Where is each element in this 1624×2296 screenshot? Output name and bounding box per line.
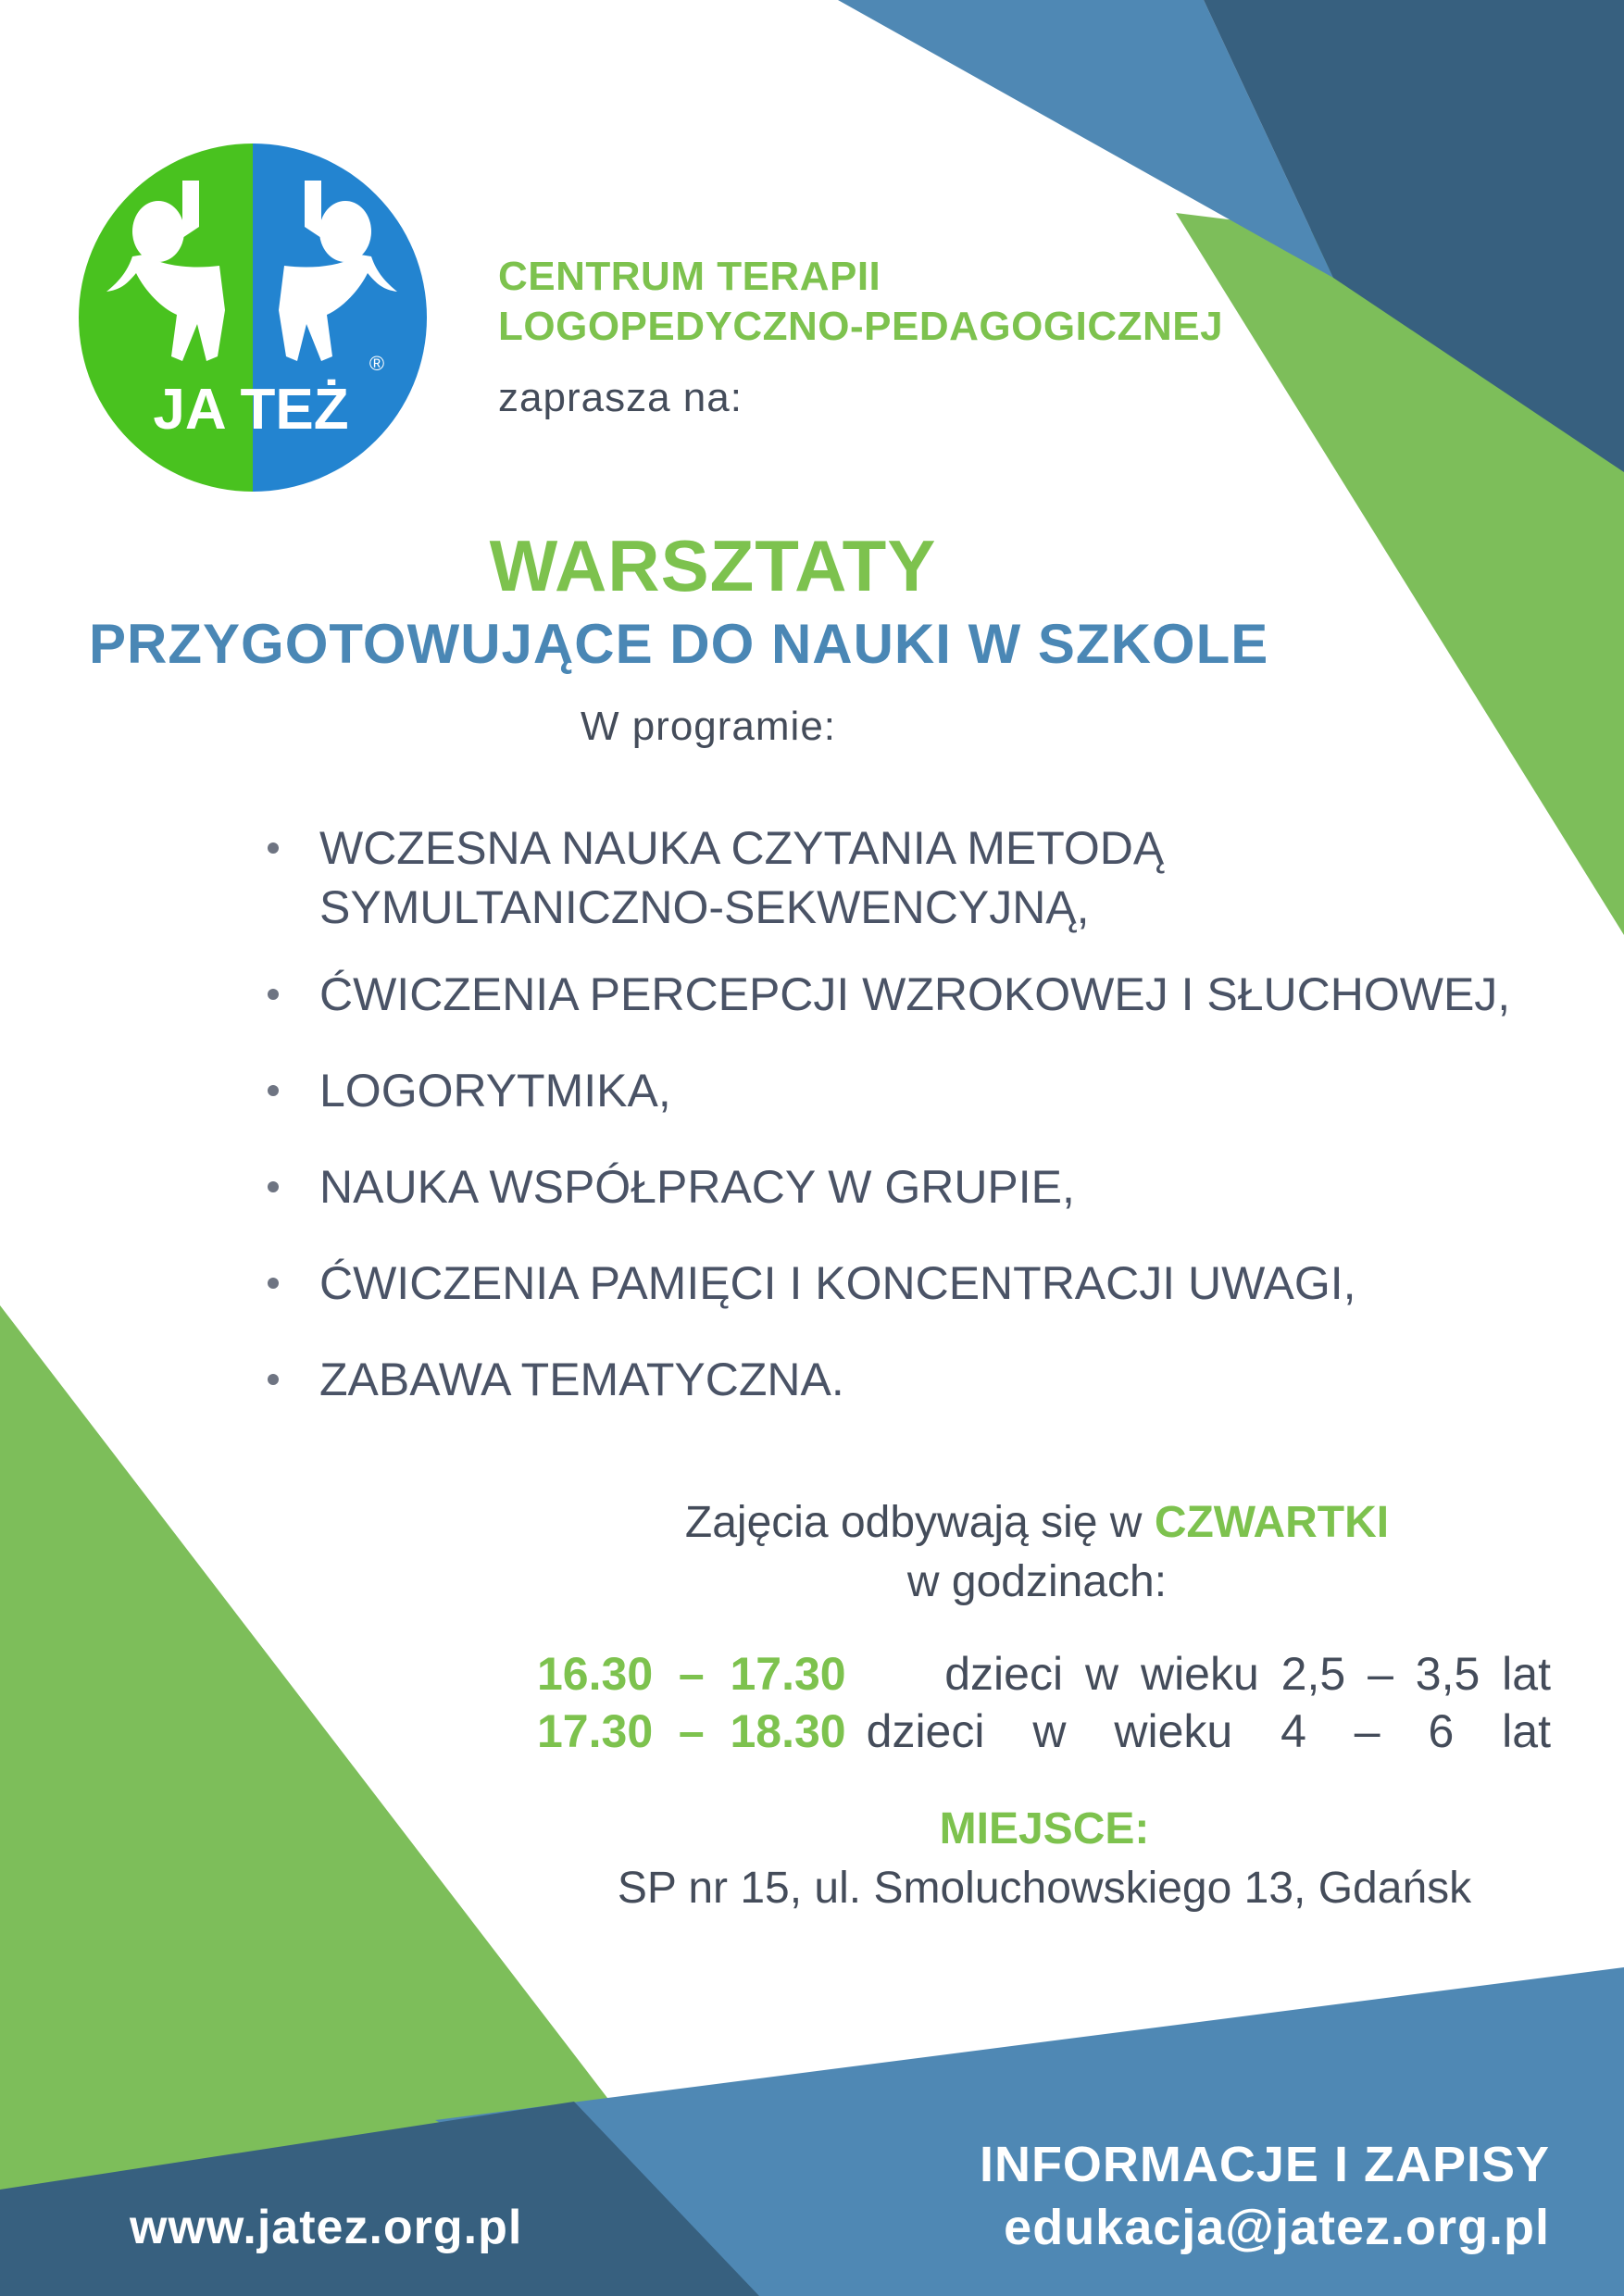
age-group: dzieci w wieku 4 – 6 lat xyxy=(866,1705,1551,1757)
list-item xyxy=(264,1157,1606,1217)
info-title: INFORMACJE I ZAPISY xyxy=(979,2137,1550,2192)
org-line-1: CENTRUM TERAPII xyxy=(498,254,881,299)
time-range: 17.30 – 18.30 xyxy=(537,1705,846,1757)
location-address: SP nr 15, ul. Smoluchowskiego 13, Gdańsk xyxy=(617,1864,1472,1913)
time-range: 16.30 – 17.30 xyxy=(537,1648,846,1700)
ja-tez-logo-icon xyxy=(79,144,427,492)
list-item-text: ZABAWA TEMATYCZNA. xyxy=(319,1354,844,1405)
bullet-icon xyxy=(268,1374,279,1385)
email-link[interactable]: edukacja@jatez.org.pl xyxy=(1004,2200,1550,2255)
website-link[interactable]: www.jatez.org.pl xyxy=(130,2201,523,2254)
org-line-2: LOGOPEDYCZNO-PEDAGOGICZNEJ xyxy=(498,304,1224,349)
schedule-row xyxy=(537,1644,1551,1703)
list-item xyxy=(264,965,1606,1024)
registered-mark: ® xyxy=(369,352,385,375)
workshop-title: WARSZTATY xyxy=(489,525,937,606)
list-item xyxy=(264,1350,1606,1409)
organization-name xyxy=(498,252,1424,352)
bullet-icon xyxy=(268,1085,279,1096)
list-item xyxy=(264,1061,1606,1120)
program-label: W programie: xyxy=(580,704,837,749)
program-list xyxy=(264,818,1606,1446)
bullet-icon xyxy=(268,842,279,854)
list-item-text: NAUKA WSPÓŁPRACY W GRUPIE, xyxy=(319,1161,1075,1213)
workshop-subtitle: PRZYGOTOWUJĄCE DO NAUKI W SZKOLE xyxy=(89,613,1269,675)
list-item-text: ĆWICZENIA PERCEPCJI WZROKOWEJ I SŁUCHOWEJ, xyxy=(319,968,1511,1020)
schedule-intro-text: Zajęcia odbywają się w xyxy=(684,1498,1143,1547)
logo xyxy=(79,144,427,492)
bullet-icon xyxy=(268,1278,279,1289)
schedule-hours-label: w godzinach: xyxy=(906,1557,1168,1606)
list-item-text: ĆWICZENIA PAMIĘCI I KONCENTRACJI UWAGI, xyxy=(319,1257,1356,1309)
bullet-icon xyxy=(268,1181,279,1192)
location-label: MIEJSCE: xyxy=(939,1804,1150,1853)
bullet-icon xyxy=(268,989,279,1000)
list-item xyxy=(264,818,1606,937)
invite-text: zaprasza na: xyxy=(498,375,743,420)
schedule-day: CZWARTKI xyxy=(1154,1498,1390,1547)
age-group: dzieci w wieku 2,5 – 3,5 lat xyxy=(944,1648,1551,1700)
logo-text: JA TEŻ xyxy=(153,378,349,442)
list-item-text: WCZESNA NAUKA CZYTANIA METODĄ xyxy=(319,822,1165,874)
list-item xyxy=(264,1254,1606,1313)
list-item-text: LOGORYTMIKA, xyxy=(319,1065,671,1117)
schedule-intro xyxy=(500,1494,1574,1552)
schedule-row xyxy=(537,1702,1551,1761)
list-item-text-continued: SYMULTANICZNO-SEKWENCYJNĄ, xyxy=(319,881,1090,933)
